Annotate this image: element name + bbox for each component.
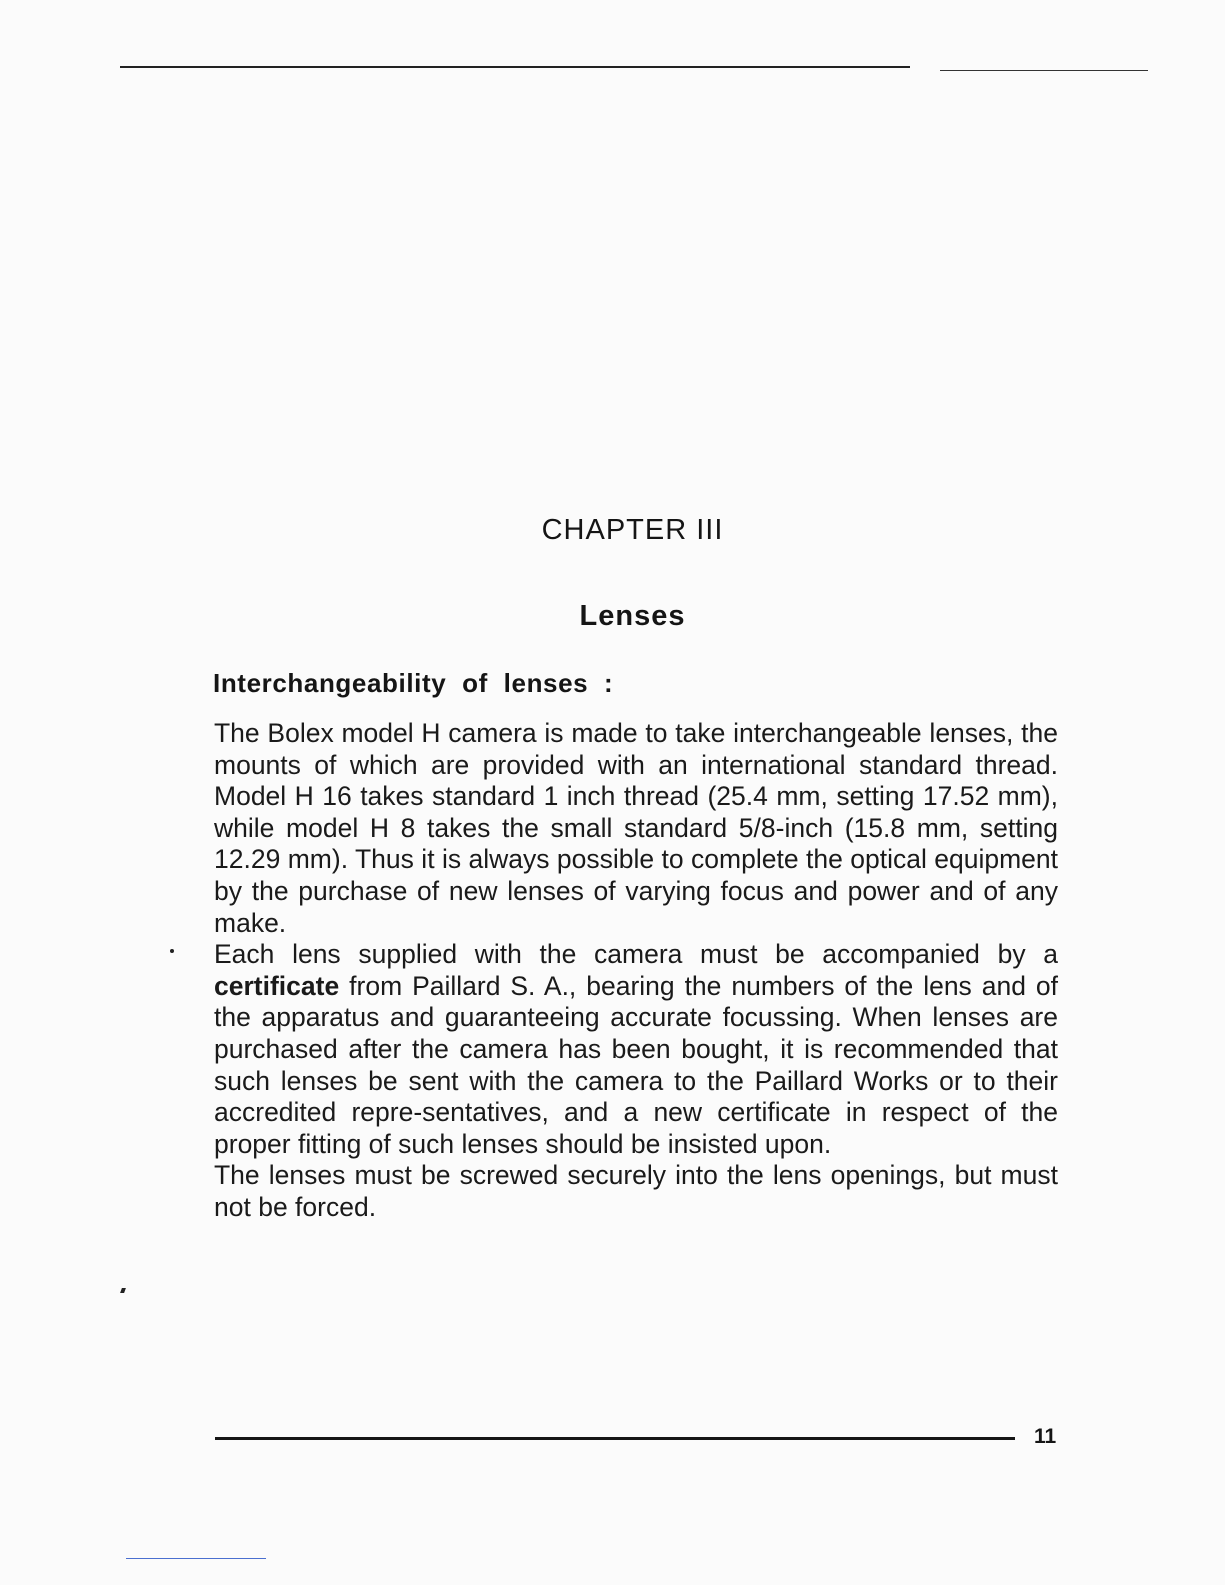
paragraph-2-end: from Paillard S. A., bearing the numbers of the lens and of the apparatus and guaranteeing accurate focussing. When lenses are purchased after the camera has been bought, it is recommended that such lenses be sent with the camera to the Paillard Works or to their accredited repre-sentatives, and a new certificate in respect of the proper fitting of such lenses should be insisted upon.: [214, 970, 1058, 1159]
certificate-term: certificate: [214, 970, 340, 1001]
top-rule: [120, 66, 910, 68]
footer-underline: [126, 1558, 266, 1559]
top-rule-right: [940, 70, 1148, 71]
margin-mark: [120, 1288, 126, 1293]
chapter-title: Lenses: [579, 600, 686, 632]
chapter-label: CHAPTER III: [541, 514, 724, 546]
margin-dot: [170, 949, 174, 953]
paragraph-1: The Bolex model H camera is made to take interchangeable lenses, the mounts of which are provided with an international standard thread. Model H 16 takes standard 1 inch thread (25.4 mm, setting 17.52 mm), while model H 8 takes the small standard 5/8-inch (15.8 mm, setting 12.29 mm). Thus it is always possible to complete the optical equipment by the purchase of new lenses of varying focus and power and of any make.: [214, 718, 1058, 938]
section-heading: Interchangeability of lenses :: [213, 668, 614, 698]
paragraph-2-start: Each lens supplied with the camera must be accompanied by a: [214, 939, 1058, 970]
body-text: [214, 718, 1058, 1224]
paragraph-2: [214, 939, 1058, 1160]
paragraph-3: The lenses must be screwed securely into the lens openings, but must not be forced.: [214, 1160, 1058, 1222]
page-number: 11: [1034, 1425, 1057, 1448]
bottom-rule: [215, 1437, 1015, 1440]
